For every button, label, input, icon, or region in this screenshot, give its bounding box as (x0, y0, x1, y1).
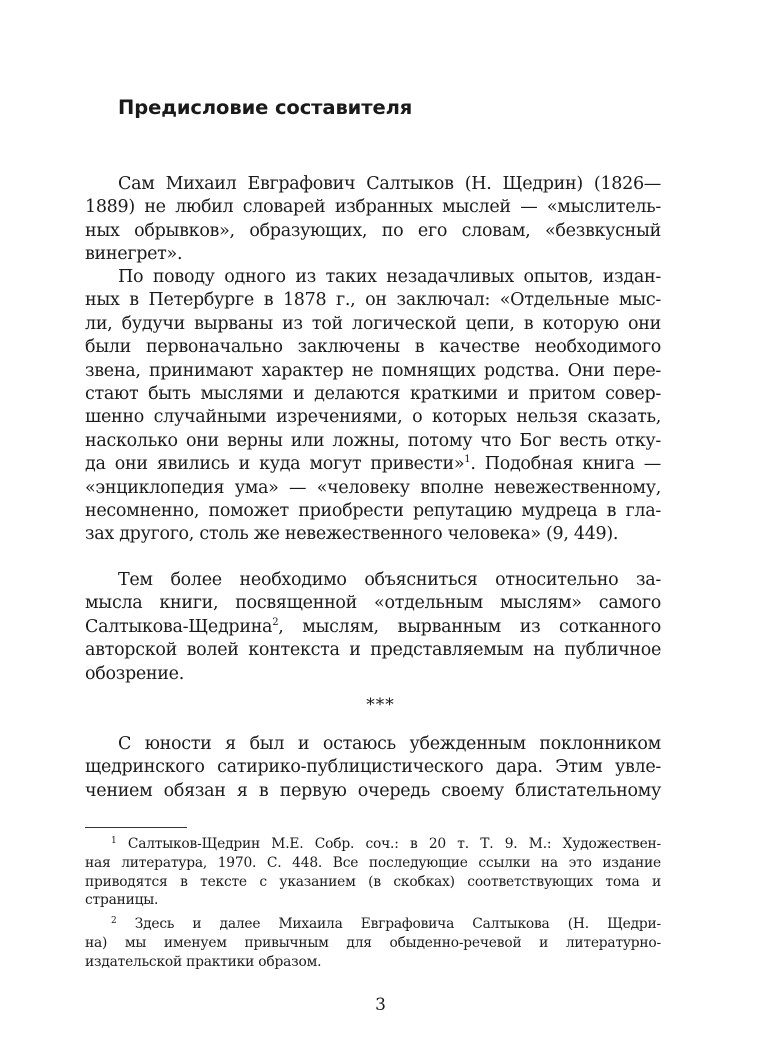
text-line: чением обязан я в первую очередь своему блистательному (85, 780, 661, 801)
footnote-line: издательской практики образом. (85, 953, 322, 970)
text-fragment: . Подобная книга — (470, 454, 661, 475)
text-line: мысла книги, посвященной «отдельным мыслям» самого (85, 593, 661, 614)
footnote-line: на) мы именуем привычным для обыденно-речевой и литературно- (85, 934, 661, 951)
footnote-mark: 2 (111, 916, 117, 926)
footnote-line (85, 835, 661, 854)
text-line: «энциклопедия ума» — «человеку вполне невежественному, (85, 477, 661, 498)
text-line (85, 453, 661, 476)
text-fragment: Здесь и далее Михаила Евграфовича Салтыкова (Н. Щедри- (134, 916, 662, 932)
text-line: были первоначально заключены в качестве необходимого (85, 337, 661, 358)
page-title: Предисловие составителя (118, 96, 413, 119)
footnote-line: страницы. (85, 892, 159, 909)
page-number: 3 (375, 995, 386, 1015)
text-line: авторской волей контекста и представляемым на публичное (85, 640, 661, 661)
footnote-ref-1[interactable]: 1 (464, 454, 471, 466)
text-line: С юности я был и остаюсь убежденным поклонником (118, 734, 661, 754)
text-line: Тем более необходимо объясниться относительно за- (118, 570, 661, 590)
section-separator: *** (366, 695, 395, 715)
text-line: зах другого, столь же невежественного человека» (9, 449). (85, 524, 619, 545)
text-line: ных в Петербурге в 1878 г., он заключал: «Отдельные мыс- (85, 290, 661, 311)
text-line: По поводу одного из таких незадачливых опытов, издан- (118, 267, 661, 287)
text-line: обозрение. (85, 663, 184, 684)
text-line: щедринского сатирико-публицистического дара. Этим увле- (85, 757, 661, 778)
footnote-2 (85, 915, 661, 971)
footnote-line: приводятся в тексте с указанием (в скобках) соответствующих тома и (85, 873, 661, 890)
footnote-divider (85, 827, 187, 828)
paragraph-1 (85, 173, 661, 267)
text-fragment: да они явились и куда могут привести» (85, 454, 465, 475)
paragraph-2 (85, 266, 661, 547)
footnote-mark: 1 (111, 836, 117, 846)
paragraph-3 (85, 569, 661, 686)
text-line: насколько они верны или ложны, потому что Бог весть отку- (85, 430, 661, 451)
footnote-line (85, 915, 661, 934)
text-fragment: Салтыкова-Щедрина (85, 616, 273, 637)
footnote-line: ная литература, 1970. С. 448. Все последующие ссылки на это издание (85, 854, 661, 871)
text-line: несомненно, поможет приобрести репутацию мудреца в гла- (85, 500, 661, 521)
text-line: шенно случайными изречениями, о которых нельзя сказать, (85, 407, 661, 428)
text-line: ных обрывков», образующих, по его словам, «безвкусный (85, 220, 661, 241)
text-line: 1889) не любил словарей избранных мыслей — «мыслитель- (85, 197, 661, 218)
text-line: винегрет». (85, 244, 183, 265)
text-line (85, 616, 661, 639)
text-line: стают быть мыслями и делаются краткими и притом совер- (85, 383, 661, 404)
footnote-ref-2[interactable]: 2 (272, 616, 279, 628)
text-line: Сам Михаил Евграфович Салтыков (Н. Щедрин) (1826— (118, 174, 661, 194)
footnote-1 (85, 835, 661, 910)
text-fragment: Салтыков-Щедрин М.Е. Собр. соч.: в 20 т. Т. 9. М.: Художествен- (127, 836, 662, 852)
text-line: звена, принимают характер не помнящих родства. Они пере- (85, 360, 661, 381)
text-line: ли, будучи вырваны из той логической цепи, в которую они (85, 313, 661, 334)
paragraph-4 (85, 733, 661, 803)
text-fragment: , мыслям, вырванным из сотканного (278, 616, 661, 637)
